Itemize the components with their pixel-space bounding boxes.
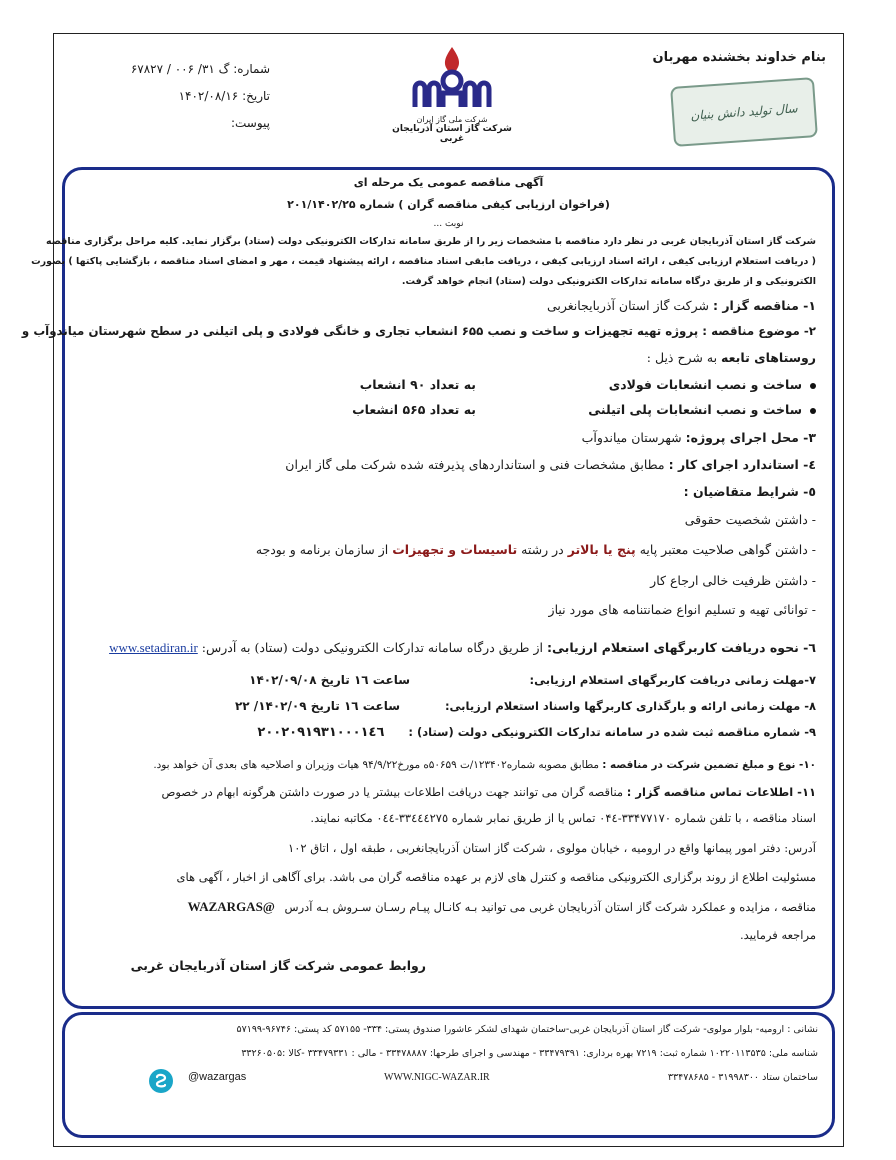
soroush-icon [148, 1068, 174, 1098]
basmala: بنام خداوند بخشنده مهربان [652, 50, 826, 65]
item-conditions: ٥- شرایط متقاضیان : [683, 484, 816, 499]
bullet-icon [810, 408, 816, 414]
nigc-flame-icon [407, 45, 497, 111]
responsibility-line3: مراجعه فرمایید. [739, 928, 816, 942]
responsibility-line1: مسئولیت اطلاع از روند برگزاری الکترونیکی مناقصه و کنترل های لازم بر عهده مناقصه گران می باشد. برای آگاهی از اخبار ، آگهی های [176, 870, 816, 884]
setadiran-link[interactable]: www.setadiran.ir [109, 640, 198, 655]
bullet-polyethylene: ساخت و نصب انشعابات پلی اتیلنی [588, 402, 816, 417]
signature: روابط عمومی شرکت گاز استان آذربایجان غربی [130, 958, 426, 973]
notice-round: نوبت ... [433, 219, 464, 229]
bullet-icon [810, 383, 816, 389]
item-subject-line2: روستاهای تابعه به شرح ذیل : [646, 350, 816, 365]
deadline-receipt-value: ساعت ۱٦ تاریخ ۱۴۰۲/۰۹/۰۸ [249, 673, 410, 687]
footer-website[interactable]: WWW.NIGC-WAZAR.IR [384, 1072, 490, 1083]
item-location: ۳- محل اجرای پروژه: شهرستان میاندوآب [581, 430, 816, 445]
condition-capacity: - داشتن ظرفیت خالی ارجاع کار [650, 573, 816, 588]
item-forms-receipt: ٦- نحوه دریافت کاربرگهای استعلام ارزیابی: از طریق درگاه سامانه تدارکات الکترونیکی دولت (ستاد) به آدرس: www.setadiran.ir [109, 640, 816, 655]
intro-line-3: الکترونیکی و از طریق درگاه سامانه تدارکات الکترونیکی دولت (ستاد) انجام خواهد گرفت. [401, 276, 816, 287]
notice-title: آگهی مناقصه عمومی یک مرحله ای [353, 176, 544, 189]
item-tender-holder: ۱- مناقصه گزار : شرکت گاز استان آذربایجانغربی [546, 298, 816, 313]
item-subject-line1: ۲- موضوع مناقصه : پروژه تهیه تجهیزات و ساخت و نصب ۶۵۵ انشعاب تجاری و خانگی فولادی و پلی اتیلنی در سطح شهرستان میاندوآب و [21, 324, 816, 338]
footer-address: نشانی : ارومیه- بلوار مولوی- شرکت گاز استان آذربایجان غربی-ساختمان شهدای لشکر عاشورا صندوق پستی: ۳۳۴- ۵۷۱۵۵ کد پستی: ۹۶۷۴۶-۵۷۱۹۹ [236, 1024, 818, 1035]
item-guarantee: ۱۰- نوع و مبلغ تضمین شرکت در مناقصه : مطابق مصوبه شماره۱۲۳۴۰۲/ت ۵۰۶۵۹ه مورخ۹۴/۹/۲۲ هیات وزیران و اصلاحیه های بعدی آن خواهد بود. [153, 759, 816, 771]
condition-qualification: - داشتن گواهی صلاحیت معتبر پایه پنج یا بالاتر در رشته تاسیسات و تجهیزات از سازمان برنامه و بودجه [255, 542, 816, 557]
logo-caption-national: شرکت ملی گاز ایران [416, 115, 488, 124]
item-standard: ٤- استاندارد اجرای کار : مطابق مشخصات فنی و استانداردهای پذیرفته شده شرکت ملی گاز ایران [285, 457, 816, 472]
footer-hq-phones: ساختمان ستاد ۳۱۹۹۸۳۰۰ - ۳۳۴۷۸۶۸۵ [667, 1072, 818, 1083]
deadline-upload-value: ساعت ۱٦ تاریخ ۱۴۰۲/۰۹/ ۲۲ [234, 699, 400, 713]
footer-ids-phones: شناسه ملی: ۱۰۲۲۰۱۱۳۵۳۵ شماره ثبت: ۷۲۱۹ بهره برداری: ۳۳۴۷۹۳۹۱ - مهندسی و اجرای طرحها: ۳۳۴۷۸۸۸۷ - مالی : ۳۳۴۷۹۳۳۱ -کالا :۳۳۲۶۰۵۰۵ [241, 1048, 818, 1059]
footer-handle[interactable]: @wazargas [188, 1071, 247, 1083]
notice-subtitle: (فراخوان ارزیابی کیفی مناقصه گران ) شماره ۲۰۱/۱۴۰۲/۲۵ [287, 198, 610, 211]
item-tender-number: ۹- شماره مناقصه ثبت شده در سامانه تدارکات الکترونیکی دولت (ستاد) : ۲۰۰۲۰۹۱۹۳۱۰۰۰۱٤٦ [257, 725, 816, 740]
item-deadline-receipt: ۷-مهلت زمانی دریافت کاربرگهای استعلام ارزیابی: [529, 673, 816, 687]
letter-number: شماره: گ ۳۱/ ۰۰۶ / ۶۷۸۲۷ [130, 62, 270, 76]
condition-guarantees: - توانائی تهیه و تسلیم انواع ضمانتنامه های مورد نیاز [548, 602, 816, 617]
year-slogan-seal [670, 77, 818, 147]
letter-date: تاریخ: ۱۴۰۲/۰۸/۱۶ [178, 89, 270, 103]
responsibility-line2: مناقصه ، مزایده و عملکرد شرکت گاز استان آذربایجان غربی می توانید بـه کانـال پیـام رسـان سـروش بـه آدرس @WAZARGAS [187, 899, 816, 914]
condition-legal-entity: - داشتن شخصیت حقوقی [684, 512, 816, 527]
bullet-steel: ساخت و نصب انشعابات فولادی [609, 377, 816, 392]
intro-line-1: شرکت گاز استان آذربایجان غربی در نظر دارد مناقصه با مشخصات زیر را از طریق سامانه تدارکات الکترونیکی دولت (ستاد) برگزار نماید. کلیه مراحل برگزاری مناقصه [46, 236, 816, 247]
address: آدرس: دفتر امور پیمانها واقع در ارومیه ، خیابان مولوی ، شرکت گاز استان آذربایجانغربی ، طبقه اول ، اتاق ۱۰۲ [288, 841, 816, 855]
tender-number-value: ۲۰۰۲۰۹۱۹۳۱۰۰۰۱٤٦ [257, 725, 385, 740]
intro-line-2: ( دریافت استعلام ارزیابی کیفی ، ارائه اسناد ارزیابی کیفی ، دریافت مابقی اسناد مناقصه ، ارائه پیشنهاد قیمت ، مهر و امضای اسناد مناقصه ، بازگشایی پاکتها ) بصورت [31, 256, 816, 267]
soroush-handle[interactable]: @WAZARGAS [187, 899, 275, 914]
bullet-polyethylene-count: به تعداد ۵۶۵ انشعاب [352, 402, 476, 417]
bullet-steel-count: به تعداد ۹۰ انشعاب [359, 377, 476, 392]
item-contact: ۱۱- اطلاعات تماس مناقصه گزار : مناقصه گران می توانند جهت دریافت اطلاعات بیشتر یا در صورت داشتن هرگونه ابهام در خصوص [161, 785, 816, 799]
company-logo [392, 45, 512, 144]
item-deadline-upload: ۸- مهلت زمانی ارائه و بارگذاری کاربرگها واسناد استعلام ارزیابی: [444, 699, 816, 713]
contact-line2: اسناد مناقصه ، با تلفن شماره ۳۳۴۷۷۱۷۰-۰۴٤ تماس یا از طریق نمابر شماره ۳۳٤٤٤٢٧٥-۰٤٤ مکاتبه نمایند. [310, 811, 816, 825]
logo-caption-provincial: شرکت گاز استان آذربایجان غربی [392, 124, 512, 144]
letter-attachment: پیوست: [230, 116, 270, 130]
seal-text: سال تولید دانش بنیان [689, 101, 799, 123]
